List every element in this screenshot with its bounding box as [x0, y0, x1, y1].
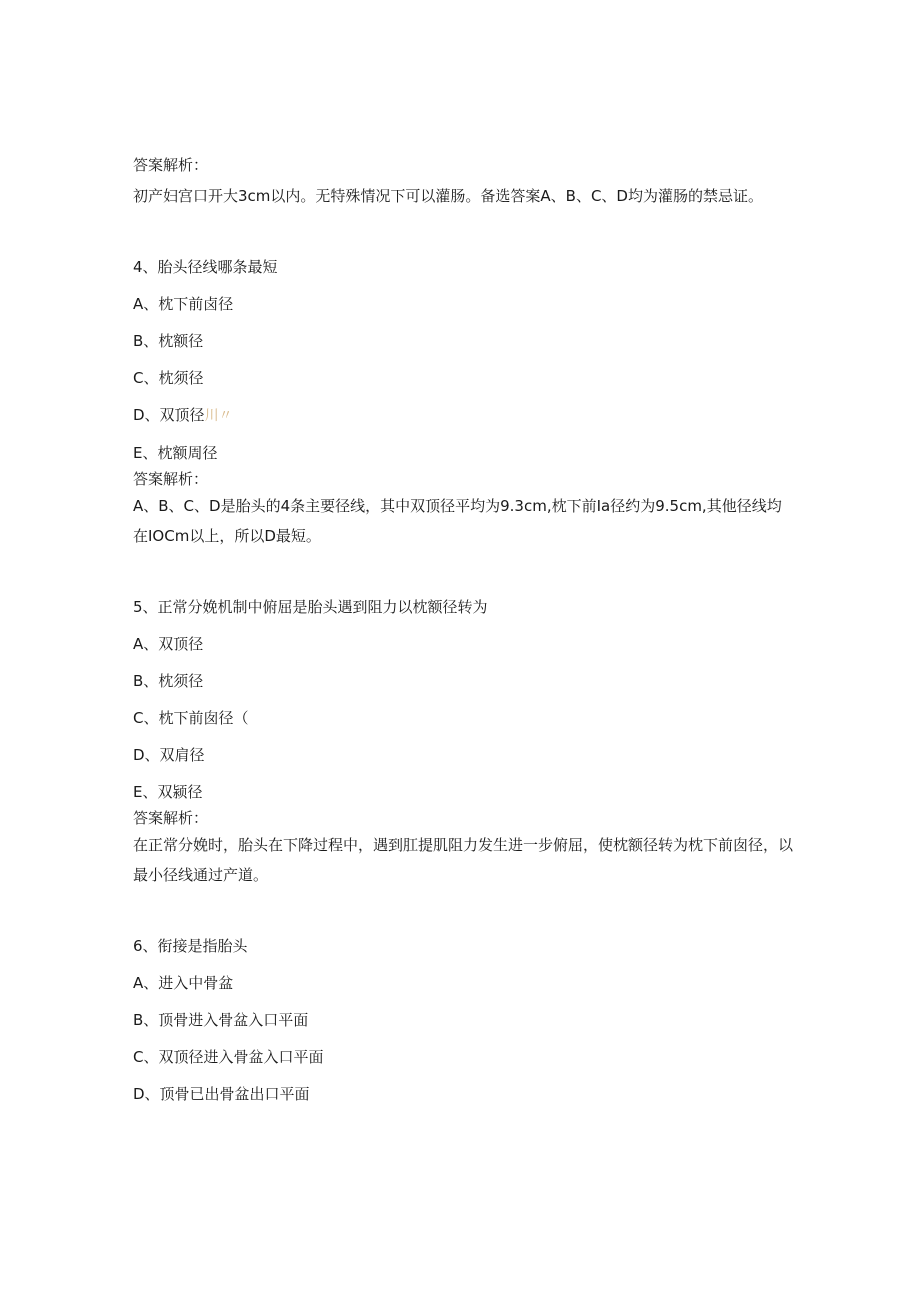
- option-b: B、枕须径: [133, 672, 204, 690]
- answer-text: 初产妇宫口开大3cm以内。无特殊情况下可以灌肠。备选答案A、B、C、D均为灌肠的禁忌证。: [133, 187, 763, 205]
- question-block-6: [133, 934, 793, 1106]
- document-content: [133, 153, 793, 1119]
- option-c: C、双顶径进入骨盆入口平面: [133, 1048, 324, 1066]
- option-e: E、枕额周径: [133, 444, 218, 462]
- answer-label: 答案解析：: [133, 470, 209, 488]
- option-d-text: D、双顶径: [133, 406, 205, 424]
- answer-label: 答案解析：: [133, 156, 209, 174]
- handwritten-mark: 川〃: [204, 408, 233, 424]
- option-e: E、双颍径: [133, 783, 203, 801]
- option-c: C、枕须径: [133, 369, 204, 387]
- option-d: [133, 403, 793, 428]
- answer-text: A、B、C、D是胎头的4条主要径线，其中双顶径平均为9.3cm,枕下前Ia径约为9.5cm,其他径线均在IOCm以上，所以D最短。: [133, 497, 782, 545]
- question-block-4: [133, 255, 793, 551]
- answer-label: 答案解析：: [133, 809, 209, 827]
- option-b: B、枕额径: [133, 332, 204, 350]
- answer-text: 在正常分娩时，胎头在下降过程中，遇到肛提肌阻力发生进一步俯屈，使枕额径转为枕下前囱径，以最小径线通过产道。: [133, 836, 794, 884]
- option-a: A、双顶径: [133, 635, 204, 653]
- question-text: 6、衔接是指胎头: [133, 937, 248, 955]
- option-d: D、双肩径: [133, 746, 205, 764]
- answer-block-3: [133, 153, 793, 211]
- question-text: 5、正常分娩机制中俯屈是胎头遇到阻力以枕额径转为: [133, 598, 488, 616]
- question-text: 4、胎头径线哪条最短: [133, 258, 278, 276]
- option-b: B、顶骨进入骨盆入口平面: [133, 1011, 309, 1029]
- option-a: A、枕下前卤径: [133, 295, 234, 313]
- question-block-5: [133, 595, 793, 890]
- option-a: A、进入中骨盆: [133, 974, 234, 992]
- option-c: C、枕下前囱径（: [133, 709, 249, 727]
- option-d: D、顶骨已出骨盆出口平面: [133, 1085, 310, 1103]
